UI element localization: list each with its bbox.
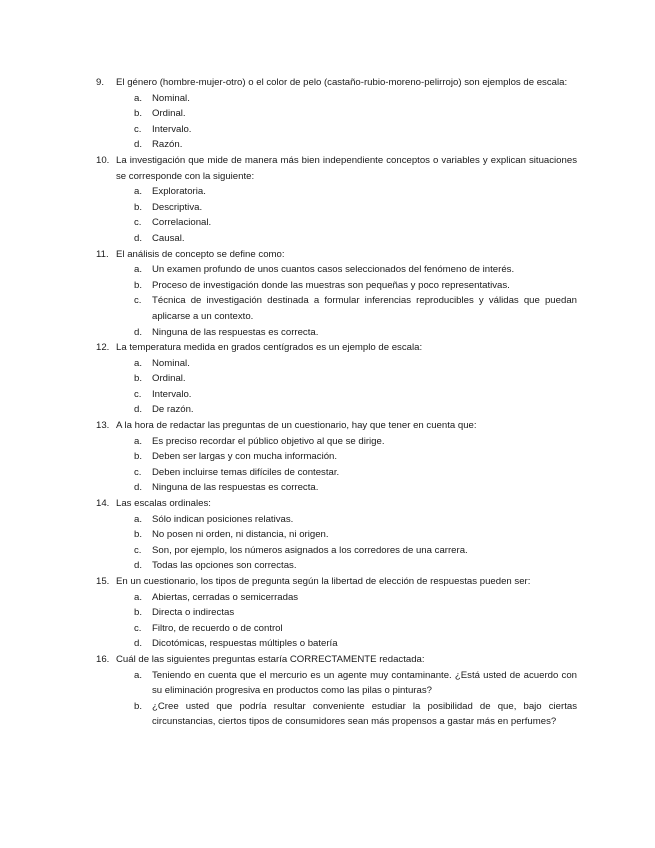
question-text: La investigación que mide de manera más bien independiente conceptos o variables y explican situaciones se corresponde con la siguiente:: [116, 154, 577, 182]
option-letter: d.: [134, 139, 143, 151]
option-letter: a.: [134, 264, 143, 276]
question-stem: [96, 75, 577, 91]
question-16: [96, 652, 577, 730]
answer-option: [96, 200, 577, 216]
option-letter: a.: [134, 591, 143, 603]
option-letter: a.: [134, 513, 143, 525]
question-list: [96, 75, 577, 730]
option-letter: c.: [134, 466, 142, 478]
answer-option: [96, 387, 577, 403]
option-letter: c.: [134, 217, 142, 229]
question-stem: [96, 652, 577, 668]
option-text: Exploratoria.: [152, 186, 206, 198]
answer-option: [96, 480, 577, 496]
option-text: Es preciso recordar el público objetivo al que se dirige.: [152, 435, 385, 447]
question-number: 12.: [96, 342, 110, 354]
answer-option: [96, 122, 577, 138]
option-text: Ninguna de las respuestas es correcta.: [152, 482, 319, 494]
option-text: Nominal.: [152, 92, 190, 104]
answer-option: [96, 231, 577, 247]
option-text: Ordinal.: [152, 373, 186, 385]
option-text: Descriptiva.: [152, 201, 203, 213]
answer-option: [96, 636, 577, 652]
question-text: En un cuestionario, los tipos de pregunta según la libertad de elección de respuestas pueden ser:: [116, 576, 531, 587]
option-letter: b.: [134, 279, 143, 291]
question-number: 10.: [96, 154, 110, 166]
question-number: 9.: [96, 77, 105, 88]
option-text: Teniendo en cuenta que el mercurio es un agente muy contaminante. ¿Está usted de acuerdo con su eliminación progresiva en productos como las pilas o pinturas?: [152, 669, 577, 697]
option-letter: a.: [134, 669, 143, 681]
option-text: Deben ser largas y con mucha información.: [152, 451, 338, 463]
answer-option: [96, 356, 577, 372]
question-14: [96, 496, 577, 574]
option-text: Ninguna de las respuestas es correcta.: [152, 326, 319, 338]
answer-option: [96, 278, 577, 294]
option-letter: b.: [134, 607, 143, 619]
option-text: Todas las opciones son correctas.: [152, 560, 297, 572]
option-letter: b.: [134, 201, 143, 213]
answer-option: [96, 449, 577, 465]
question-number: 15.: [96, 576, 110, 587]
option-text: Correlacional.: [152, 217, 212, 229]
option-letter: b.: [134, 700, 143, 712]
option-letter: d.: [134, 482, 143, 494]
option-letter: c.: [134, 622, 142, 634]
answer-option: [96, 512, 577, 528]
question-number: 11.: [96, 248, 109, 260]
question-text: A la hora de redactar las preguntas de un cuestionario, hay que tener en cuenta que:: [116, 420, 477, 432]
answer-option: [96, 605, 577, 621]
question-11: [96, 247, 577, 341]
option-text: No posen ni orden, ni distancia, ni origen.: [152, 529, 329, 541]
answer-option: [96, 293, 577, 324]
option-text: ¿Cree usted que podría resultar conveniente estudiar la posibilidad de que, bajo ciertas circunstancias, ciertos tipos de consumidores sean más propensos a gastar más en perfumes?: [152, 700, 577, 728]
question-9: [96, 75, 577, 153]
option-letter: d.: [134, 560, 143, 572]
answer-option: [96, 668, 577, 699]
option-letter: c.: [134, 295, 142, 307]
option-text: Filtro, de recuerdo o de control: [152, 622, 283, 634]
question-text: Cuál de las siguientes preguntas estaría CORRECTAMENTE redactada:: [116, 653, 425, 665]
question-stem: [96, 340, 577, 356]
option-letter: c.: [134, 544, 142, 556]
answer-option: [96, 137, 577, 153]
answer-option: [96, 215, 577, 231]
option-letter: d.: [134, 326, 143, 338]
question-number: 13.: [96, 420, 110, 432]
answer-option: [96, 91, 577, 107]
question-number: 14.: [96, 498, 110, 510]
question-13: [96, 418, 577, 496]
option-text: Razón.: [152, 139, 183, 151]
answer-option: [96, 590, 577, 606]
option-letter: d.: [134, 232, 143, 244]
question-10: [96, 153, 577, 247]
answer-option: [96, 371, 577, 387]
question-stem: [96, 247, 577, 263]
option-letter: b.: [134, 108, 143, 120]
option-letter: d.: [134, 404, 143, 416]
answer-option: [96, 527, 577, 543]
option-text: Abiertas, cerradas o semicerradas: [152, 591, 299, 603]
option-text: Técnica de investigación destinada a formular inferencias reproducibles y válidas que puedan aplicarse a un contexto.: [152, 295, 577, 322]
question-text: El género (hombre-mujer-otro) o el color de pelo (castaño-rubio-moreno-pelirrojo) son ejemplos de escala:: [116, 77, 568, 88]
option-letter: a.: [134, 186, 143, 198]
answer-option: [96, 434, 577, 450]
option-text: Directa o indirectas: [152, 607, 235, 619]
option-text: Causal.: [152, 232, 185, 244]
option-letter: c.: [134, 388, 142, 400]
option-letter: a.: [134, 357, 143, 369]
option-letter: d.: [134, 638, 143, 650]
question-text: El análisis de concepto se define como:: [116, 248, 285, 260]
question-15: [96, 574, 577, 652]
question-text: Las escalas ordinales:: [116, 498, 211, 510]
option-letter: b.: [134, 373, 143, 385]
answer-option: [96, 543, 577, 559]
option-letter: b.: [134, 529, 143, 541]
option-letter: a.: [134, 435, 143, 447]
option-text: Proceso de investigación donde las muestras son pequeñas y poco representativas.: [152, 279, 510, 291]
option-text: Intervalo.: [152, 123, 192, 135]
answer-option: [96, 699, 577, 730]
question-number: 16.: [96, 653, 110, 665]
option-letter: b.: [134, 451, 143, 463]
option-text: Son, por ejemplo, los números asignados a los corredores de una carrera.: [152, 544, 468, 556]
option-text: De razón.: [152, 404, 194, 416]
question-stem: [96, 574, 577, 590]
answer-option: [96, 621, 577, 637]
option-text: Sólo indican posiciones relativas.: [152, 513, 294, 525]
question-12: [96, 340, 577, 418]
option-text: Ordinal.: [152, 108, 186, 120]
answer-option: [96, 106, 577, 122]
option-text: Un examen profundo de unos cuantos casos seleccionados del fenómeno de interés.: [152, 264, 515, 276]
answer-option: [96, 325, 577, 341]
question-stem: [96, 418, 577, 434]
answer-option: [96, 402, 577, 418]
answer-option: [96, 558, 577, 574]
answer-option: [96, 262, 577, 278]
option-letter: a.: [134, 92, 143, 104]
option-text: Deben incluirse temas difíciles de contestar.: [152, 466, 340, 478]
answer-option: [96, 465, 577, 481]
option-text: Intervalo.: [152, 388, 192, 400]
answer-option: [96, 184, 577, 200]
option-letter: c.: [134, 123, 142, 135]
option-text: Nominal.: [152, 357, 190, 369]
question-text: La temperatura medida en grados centígrados es un ejemplo de escala:: [116, 342, 423, 354]
question-stem: [96, 153, 577, 184]
option-text: Dicotómicas, respuestas múltiples o batería: [152, 638, 338, 650]
question-stem: [96, 496, 577, 512]
